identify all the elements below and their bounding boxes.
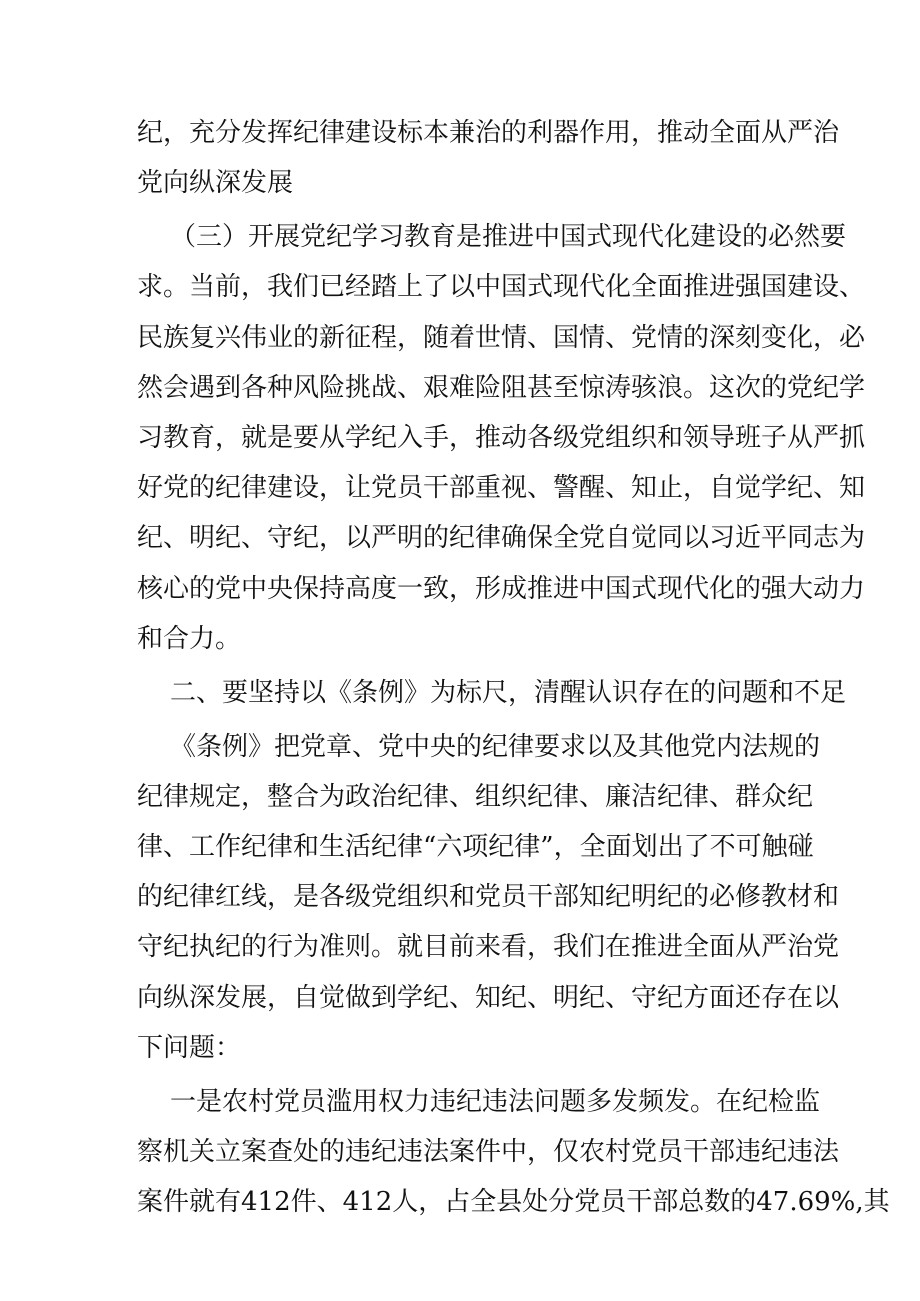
paragraph-line: 核心的党中央保持高度一致，形成推进中国式现代化的强大动力 (137, 574, 866, 604)
paragraph-line: 向纵深发展，自觉做到学纪、知纪、明纪、守纪方面还存在以 (137, 983, 840, 1013)
paragraph-line: 纪，充分发挥纪律建设标本兼治的利器作用，推动全面从严治 (137, 118, 840, 148)
paragraph-line: 和合力。 (137, 624, 242, 654)
paragraph-line: 党向纵深发展 (137, 168, 294, 198)
paragraph-line: 纪律规定，整合为政治纪律、组织纪律、廉洁纪律、群众纪 (137, 782, 814, 812)
paragraph-line: 然会遇到各种风险挑战、艰难险阻甚至惊涛骇浪。这次的党纪学 (137, 373, 866, 403)
paragraph-line: 好党的纪律建设，让党员干部重视、警醒、知止，自觉学纪、知 (137, 473, 866, 503)
paragraph-line: 习教育，就是要从学纪入手，推动各级党组织和领导班子从严抓 (137, 423, 866, 453)
paragraph-line: 民族复兴伟业的新征程，随着世情、国情、党情的深刻变化，必 (137, 323, 866, 353)
paragraph-line: 一是农村党员滥用权力违纪违法问题多发频发。在纪检监 (170, 1087, 821, 1117)
paragraph-line: 的纪律红线，是各级党组织和党员干部知纪明纪的必修教材和 (137, 882, 840, 912)
paragraph-line: 《条例》把党章、党中央的纪律要求以及其他党内法规的 (170, 732, 821, 762)
paragraph-line: 守纪执纪的行为准则。就目前来看，我们在推进全面从严治党 (137, 932, 840, 962)
paragraph-line: 纪、明纪、守纪，以严明的纪律确保全党自觉同以习近平同志为 (137, 523, 866, 553)
section-heading: 二、要坚持以《条例》为标尺，清醒认识存在的问题和不足 (170, 678, 847, 708)
paragraph-line: 下问题： (137, 1033, 242, 1063)
paragraph-line: 律、工作纪律和生活纪律“六项纪律”，全面划出了不可触碰 (137, 832, 814, 862)
section-heading: （三）开展党纪学习教育是推进中国式现代化建设的必然要 (170, 222, 847, 252)
paragraph-line: 求。当前，我们已经踏上了以中国式现代化全面推进强国建设、 (137, 272, 866, 302)
paragraph-line: 案件就有412件、412人，占全县处分党员干部总数的47.69%,其 (137, 1187, 890, 1217)
paragraph-line: 察机关立案查处的违纪违法案件中，仅农村党员干部违纪违法 (137, 1137, 840, 1167)
